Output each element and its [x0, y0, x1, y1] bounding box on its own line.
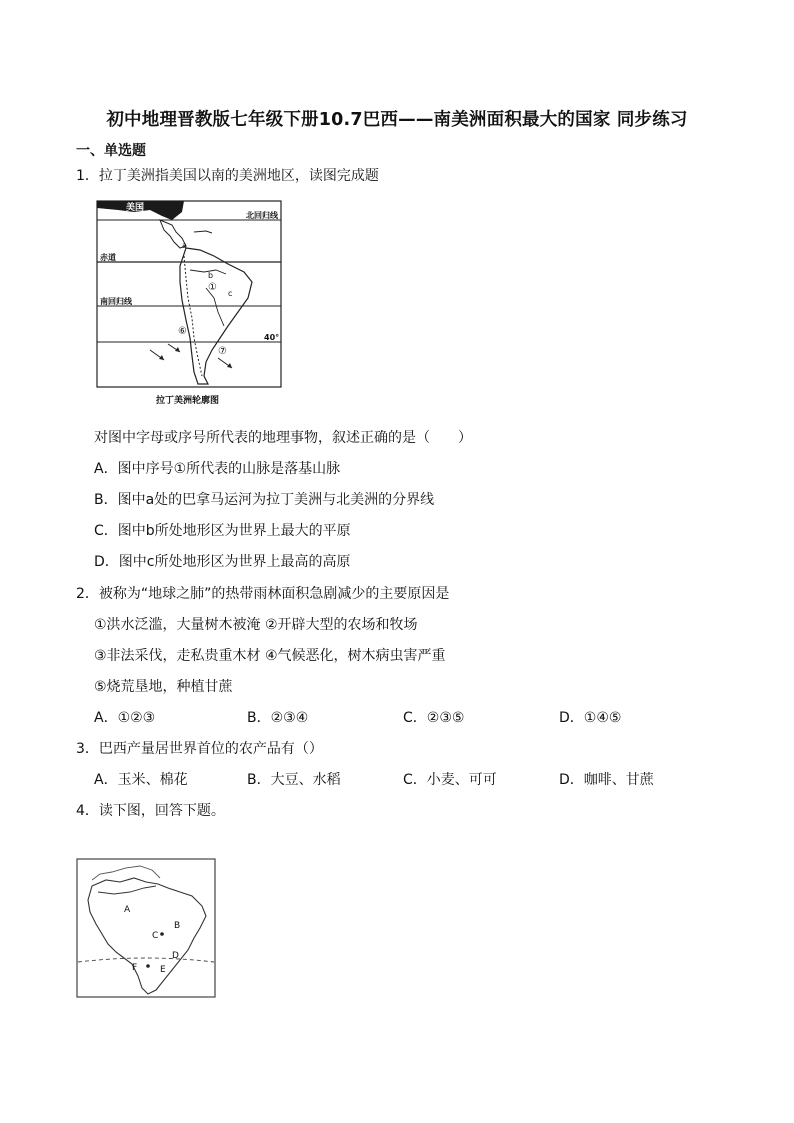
brazil-map	[76, 858, 216, 1000]
question-1-option-c[interactable]: C．图中b所处地形区为世界上最大的平原	[94, 523, 351, 539]
question-1-option-b[interactable]: B．图中a处的巴拿马运河为拉丁美洲与北美洲的分界线	[94, 492, 435, 508]
map-label-e: E	[160, 965, 166, 975]
question-3-option-c[interactable]: C．小麦、可可	[403, 772, 497, 788]
map-label-equator: 赤道	[100, 253, 116, 262]
map-label-f: F	[132, 963, 138, 973]
question-1-option-d[interactable]: D．图中c所处地形区为世界上最高的高原	[94, 554, 351, 570]
question-2-item-line-3: ⑤烧荒垦地，种植甘蔗	[94, 679, 233, 695]
question-2-item-line-2: ③非法采伐，走私贵重木材 ④气候恶化，树木病虫害严重	[94, 648, 446, 664]
question-3-option-a[interactable]: A．玉米、棉花	[94, 772, 188, 788]
page-title: 初中地理晋教版七年级下册10.7巴西——南美洲面积最大的国家 同步练习	[106, 110, 688, 130]
map-label-b: B	[174, 921, 181, 931]
map-label-tropic-capricorn: 南回归线	[100, 297, 132, 306]
question-3-option-d[interactable]: D．咖啡、甘蔗	[559, 772, 654, 788]
question-2-option-b[interactable]: B．②③④	[247, 710, 309, 726]
section-heading: 一、单选题	[76, 143, 146, 159]
map-label-7: ⑦	[218, 346, 227, 357]
map-label-b: b	[208, 271, 214, 280]
map-label-c: C	[152, 931, 159, 941]
map-label-a: A	[124, 905, 131, 915]
question-4-stem: 4．读下图，回答下题。	[76, 803, 225, 819]
map-label-usa: 美国	[126, 203, 145, 213]
question-1-option-a[interactable]: A．图中序号①所代表的山脉是落基山脉	[94, 461, 341, 477]
question-1-prompt: 对图中字母或序号所代表的地理事物，叙述正确的是（ ）	[94, 430, 472, 446]
map-label-6: ⑥	[178, 326, 187, 337]
latin-america-map	[94, 198, 284, 408]
question-2-option-c[interactable]: C．②③⑤	[403, 710, 465, 726]
question-3-option-b[interactable]: B．大豆、水稻	[247, 772, 341, 788]
question-3-stem: 3．巴西产量居世界首位的农产品有（）	[76, 741, 323, 757]
map-label-c: c	[228, 289, 233, 298]
question-1-stem: 1．拉丁美洲指美国以南的美洲地区，读图完成题	[76, 168, 379, 184]
question-2-item-line-1: ①洪水泛滥，大量树木被淹 ②开辟大型的农场和牧场	[94, 617, 418, 633]
map-label-tropic-cancer: 北回归线	[246, 211, 278, 220]
question-2-stem: 2．被称为“地球之肺”的热带雨林面积急剧减少的主要原因是	[76, 586, 450, 602]
question-2-option-d[interactable]: D．①④⑤	[559, 710, 622, 726]
question-2-option-a[interactable]: A．①②③	[94, 710, 156, 726]
map-label-a: a	[182, 241, 187, 250]
map-label-d: D	[172, 951, 179, 961]
map-caption: 拉丁美洲轮廓图	[156, 396, 220, 406]
map-label-1: ①	[208, 282, 217, 293]
map-label-40: 40°	[264, 333, 280, 342]
